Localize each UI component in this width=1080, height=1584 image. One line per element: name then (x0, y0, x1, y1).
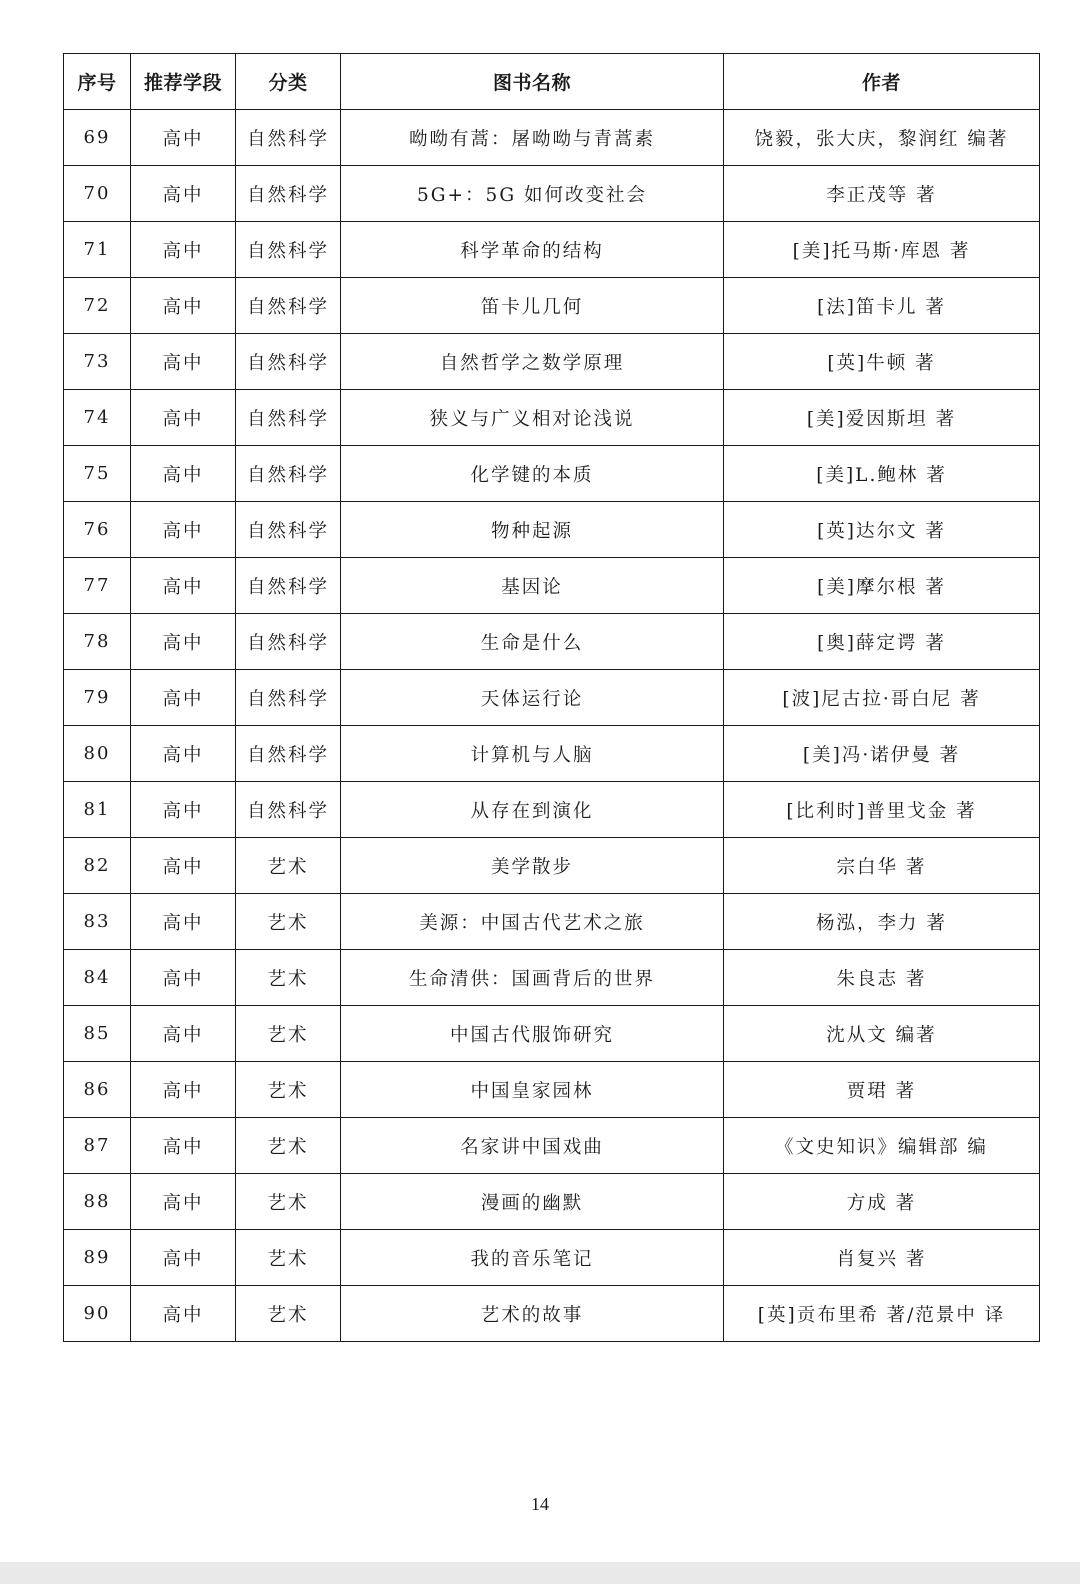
cell-no: 73 (64, 334, 131, 390)
header-no: 序号 (64, 54, 131, 110)
table-row (64, 838, 1040, 894)
cell-author: [法]笛卡儿 著 (724, 278, 1040, 334)
cell-title: 物种起源 (341, 502, 724, 558)
header-category: 分类 (236, 54, 341, 110)
cell-stage: 高中 (131, 166, 236, 222)
cell-author: 方成 著 (724, 1174, 1040, 1230)
table-row (64, 670, 1040, 726)
cell-category: 艺术 (236, 894, 341, 950)
table-row (64, 950, 1040, 1006)
cell-category: 自然科学 (236, 614, 341, 670)
cell-stage: 高中 (131, 502, 236, 558)
cell-stage: 高中 (131, 558, 236, 614)
cell-category: 艺术 (236, 1062, 341, 1118)
cell-stage: 高中 (131, 782, 236, 838)
cell-author: 宗白华 著 (724, 838, 1040, 894)
table-row (64, 1230, 1040, 1286)
cell-no: 72 (64, 278, 131, 334)
cell-no: 80 (64, 726, 131, 782)
cell-no: 89 (64, 1230, 131, 1286)
cell-author: [美]摩尔根 著 (724, 558, 1040, 614)
cell-stage: 高中 (131, 670, 236, 726)
cell-no: 77 (64, 558, 131, 614)
cell-category: 自然科学 (236, 278, 341, 334)
cell-category: 自然科学 (236, 502, 341, 558)
cell-category: 自然科学 (236, 222, 341, 278)
cell-stage: 高中 (131, 334, 236, 390)
table-row (64, 502, 1040, 558)
cell-category: 艺术 (236, 950, 341, 1006)
cell-category: 自然科学 (236, 446, 341, 502)
cell-no: 82 (64, 838, 131, 894)
cell-no: 76 (64, 502, 131, 558)
page-number: 14 (531, 1494, 549, 1514)
cell-title: 中国古代服饰研究 (341, 1006, 724, 1062)
cell-stage: 高中 (131, 894, 236, 950)
cell-title: 美学散步 (341, 838, 724, 894)
cell-no: 85 (64, 1006, 131, 1062)
cell-stage: 高中 (131, 950, 236, 1006)
cell-stage: 高中 (131, 1118, 236, 1174)
table-row (64, 726, 1040, 782)
cell-category: 自然科学 (236, 726, 341, 782)
cell-author: [美]L.鲍林 著 (724, 446, 1040, 502)
table-row (64, 222, 1040, 278)
cell-title: 科学革命的结构 (341, 222, 724, 278)
cell-author: [美]冯·诺伊曼 著 (724, 726, 1040, 782)
cell-author: [英]贡布里希 著/范景中 译 (724, 1286, 1040, 1342)
cell-no: 74 (64, 390, 131, 446)
cell-category: 自然科学 (236, 558, 341, 614)
cell-no: 71 (64, 222, 131, 278)
table-row (64, 390, 1040, 446)
cell-stage: 高中 (131, 1062, 236, 1118)
cell-author: [美]爱因斯坦 著 (724, 390, 1040, 446)
table-row (64, 1118, 1040, 1174)
cell-no: 70 (64, 166, 131, 222)
table-header-row (64, 54, 1040, 110)
cell-author: [英]牛顿 著 (724, 334, 1040, 390)
table-row (64, 894, 1040, 950)
cell-title: 计算机与人脑 (341, 726, 724, 782)
cell-no: 75 (64, 446, 131, 502)
cell-author: 饶毅，张大庆，黎润红 编著 (724, 110, 1040, 166)
table-row (64, 334, 1040, 390)
cell-title: 基因论 (341, 558, 724, 614)
cell-no: 69 (64, 110, 131, 166)
cell-no: 83 (64, 894, 131, 950)
cell-no: 84 (64, 950, 131, 1006)
cell-stage: 高中 (131, 446, 236, 502)
cell-title: 从存在到演化 (341, 782, 724, 838)
cell-title: 美源：中国古代艺术之旅 (341, 894, 724, 950)
cell-author: 李正茂等 著 (724, 166, 1040, 222)
cell-author: [英]达尔文 著 (724, 502, 1040, 558)
cell-title: 漫画的幽默 (341, 1174, 724, 1230)
cell-category: 自然科学 (236, 782, 341, 838)
cell-no: 79 (64, 670, 131, 726)
table-row (64, 1006, 1040, 1062)
cell-author: 肖复兴 著 (724, 1230, 1040, 1286)
cell-stage: 高中 (131, 1174, 236, 1230)
header-title: 图书名称 (341, 54, 724, 110)
cell-category: 艺术 (236, 1118, 341, 1174)
cell-stage: 高中 (131, 614, 236, 670)
table-row (64, 1286, 1040, 1342)
cell-category: 艺术 (236, 1174, 341, 1230)
cell-category: 艺术 (236, 838, 341, 894)
cell-author: [美]托马斯·库恩 著 (724, 222, 1040, 278)
cell-stage: 高中 (131, 726, 236, 782)
cell-author: 朱良志 著 (724, 950, 1040, 1006)
cell-stage: 高中 (131, 1286, 236, 1342)
cell-no: 78 (64, 614, 131, 670)
cell-author: 《文史知识》编辑部 编 (724, 1118, 1040, 1174)
cell-category: 艺术 (236, 1286, 341, 1342)
cell-title: 艺术的故事 (341, 1286, 724, 1342)
header-author: 作者 (724, 54, 1040, 110)
book-list-table (63, 53, 1040, 1342)
table-row (64, 166, 1040, 222)
cell-no: 88 (64, 1174, 131, 1230)
cell-category: 自然科学 (236, 670, 341, 726)
cell-title: 5G+：5G 如何改变社会 (341, 166, 724, 222)
cell-stage: 高中 (131, 222, 236, 278)
cell-no: 86 (64, 1062, 131, 1118)
cell-category: 艺术 (236, 1006, 341, 1062)
table-row (64, 278, 1040, 334)
table-row (64, 782, 1040, 838)
cell-author: [波]尼古拉·哥白尼 著 (724, 670, 1040, 726)
cell-author: [奥]薛定谔 著 (724, 614, 1040, 670)
cell-stage: 高中 (131, 390, 236, 446)
cell-title: 生命清供：国画背后的世界 (341, 950, 724, 1006)
cell-no: 81 (64, 782, 131, 838)
cell-author: 沈从文 编著 (724, 1006, 1040, 1062)
cell-category: 自然科学 (236, 166, 341, 222)
table-body (64, 110, 1040, 1342)
cell-stage: 高中 (131, 1006, 236, 1062)
cell-category: 自然科学 (236, 110, 341, 166)
table-row (64, 446, 1040, 502)
cell-title: 呦呦有蒿：屠呦呦与青蒿素 (341, 110, 724, 166)
cell-title: 我的音乐笔记 (341, 1230, 724, 1286)
cell-no: 87 (64, 1118, 131, 1174)
table-row (64, 110, 1040, 166)
cell-stage: 高中 (131, 110, 236, 166)
cell-stage: 高中 (131, 278, 236, 334)
table-row (64, 1062, 1040, 1118)
cell-category: 艺术 (236, 1230, 341, 1286)
table-row (64, 558, 1040, 614)
cell-author: 贾珺 著 (724, 1062, 1040, 1118)
cell-title: 自然哲学之数学原理 (341, 334, 724, 390)
cell-stage: 高中 (131, 1230, 236, 1286)
viewer-bottom-edge (0, 1562, 1080, 1584)
cell-category: 自然科学 (236, 334, 341, 390)
table-row (64, 614, 1040, 670)
cell-title: 名家讲中国戏曲 (341, 1118, 724, 1174)
cell-title: 中国皇家园林 (341, 1062, 724, 1118)
cell-title: 生命是什么 (341, 614, 724, 670)
cell-stage: 高中 (131, 838, 236, 894)
cell-no: 90 (64, 1286, 131, 1342)
cell-title: 笛卡儿几何 (341, 278, 724, 334)
cell-title: 狭义与广义相对论浅说 (341, 390, 724, 446)
cell-category: 自然科学 (236, 390, 341, 446)
table-row (64, 1174, 1040, 1230)
header-stage: 推荐学段 (131, 54, 236, 110)
cell-title: 化学键的本质 (341, 446, 724, 502)
cell-title: 天体运行论 (341, 670, 724, 726)
cell-author: 杨泓，李力 著 (724, 894, 1040, 950)
cell-author: [比利时]普里戈金 著 (724, 782, 1040, 838)
